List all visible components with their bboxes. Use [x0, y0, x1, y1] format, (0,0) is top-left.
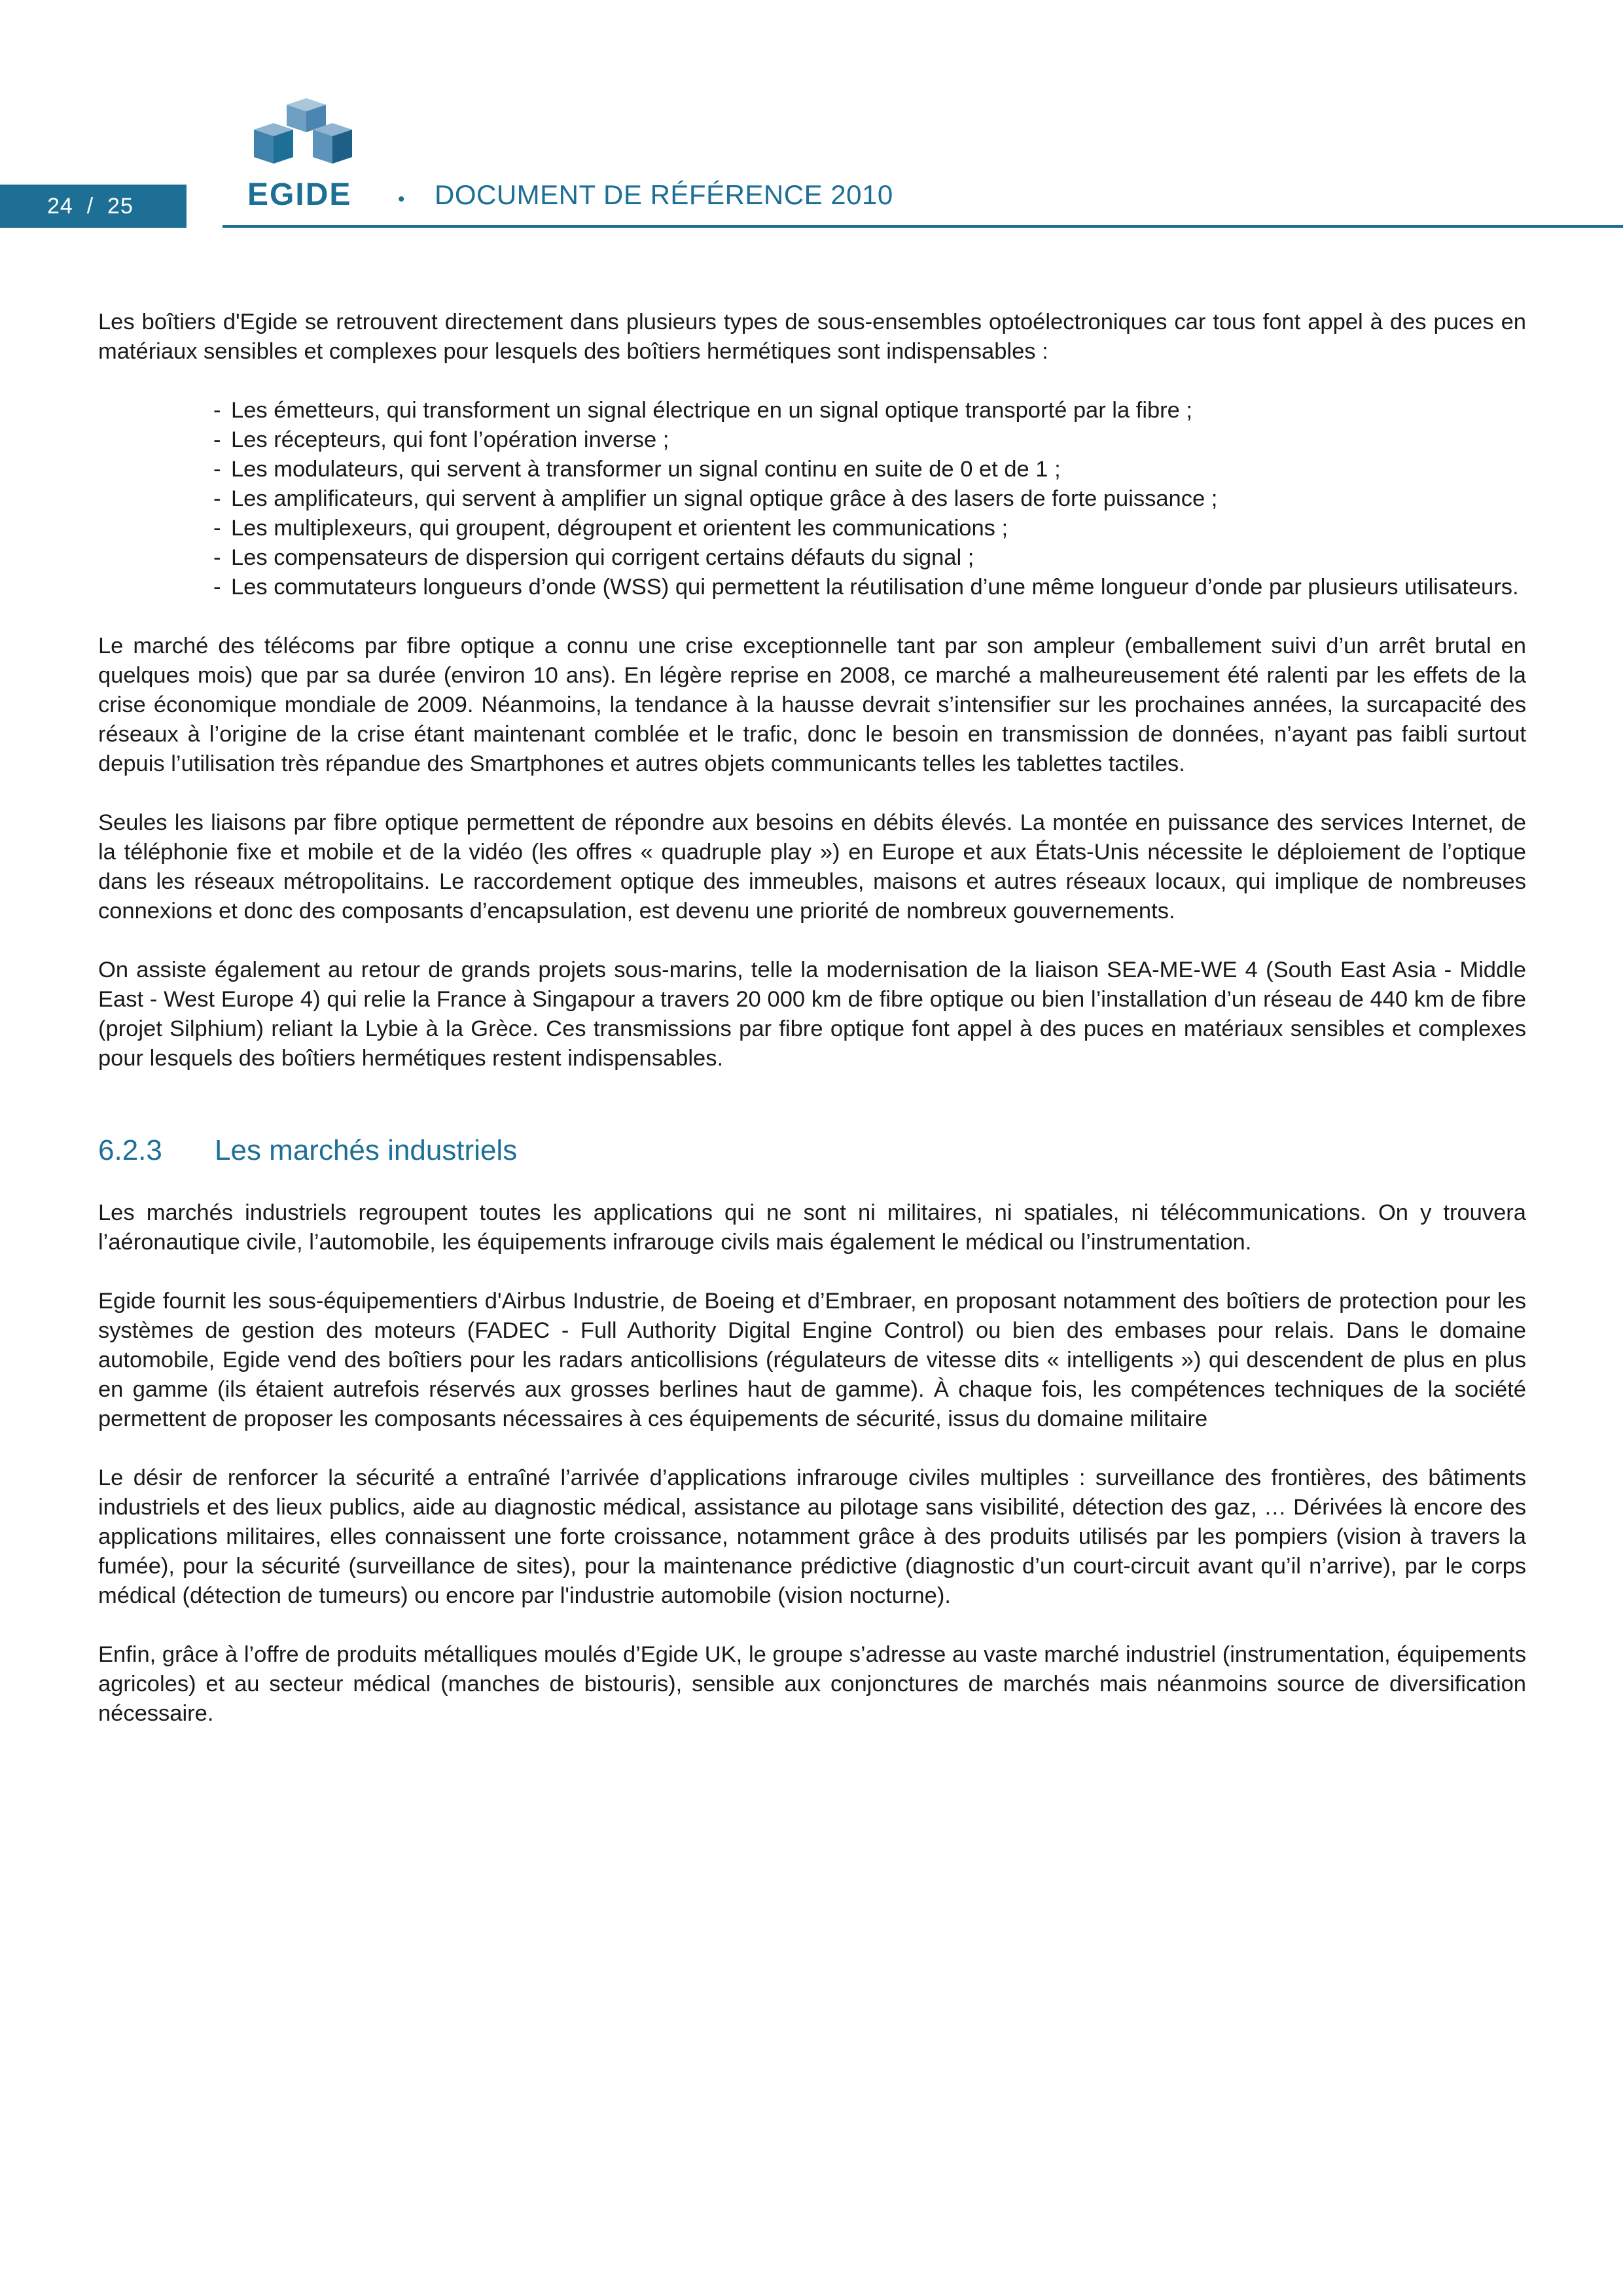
- list-item: - Les modulateurs, qui servent à transformer un signal continu en suite de 0 et de 1 ;: [213, 455, 1526, 484]
- industrial-intro-paragraph: Les marchés industriels regroupent toutes les applications qui ne sont ni militaires, ni spatiales, ni télécommunications. On y trouvera l’aéronautique civile, l’automobile, les équipements infrarouge civils mais également le médical ou l’instrumentation.: [98, 1200, 1526, 1255]
- fibre-links-paragraph: Seules les liaisons par fibre optique permettent de répondre aux besoins en débits élevés. La montée en puissance des services Internet, de la téléphonie fixe et mobile et de la vidéo (les offres « quadruple play ») en Europe et aux États-Unis nécessite le déploiement de l’optique dans les réseaux métropolitains. Le raccordement optique des immeubles, maisons et autres réseaux locaux, qui implique de nombreuses connexions et donc des composants d’encapsulation, est devenu une priorité de nombreux gouvernements.: [98, 810, 1526, 924]
- page-indicator: 24 / 25: [0, 185, 187, 228]
- header-divider: [223, 225, 1623, 228]
- list-item: - Les récepteurs, qui font l’opération inverse ;: [213, 425, 1526, 455]
- intro-paragraph: Les boîtiers d'Egide se retrouvent directement dans plusieurs types de sous-ensembles optoélectroniques car tous font appel à des puces en matériaux sensibles et complexes pour lesquels des boîtiers hermétiques sont indispensables :: [98, 310, 1526, 364]
- document-body: [98, 308, 1526, 1729]
- header-bullet: •: [398, 188, 405, 210]
- list-item: - Les commutateurs longueurs d’onde (WSS) qui permettent la réutilisation d’une même longueur d’onde par plusieurs utilisateurs.: [213, 573, 1526, 602]
- telecom-crisis-paragraph: Le marché des télécoms par fibre optique a connu une crise exceptionnelle tant par son ampleur (emballement suivi d’un arrêt brutal en quelques mois) que par sa durée (environ 10 ans). En légère reprise en 2008, ce marché a malheureusement été ralenti par les effets de la crise économique mondiale de 2009. Néanmoins, la tendance à la hausse devrait s’intensifier sur les prochaines années, la surcapacité des réseaux à l’origine de la crise étant maintenant comblée et le trafic, donc le besoin en transmission de données, n’ayant pas faibli surtout depuis l’utilisation très répandue des Smartphones et autres objets communicants telles les tablettes tactiles.: [98, 634, 1526, 776]
- document-title: DOCUMENT DE RÉFÉRENCE 2010: [435, 179, 893, 210]
- section-heading: [98, 1132, 1526, 1169]
- section-number: 6.2.3: [98, 1134, 162, 1166]
- list-item: - Les émetteurs, qui transforment un signal électrique en un signal optique transporté par la fibre ;: [213, 396, 1526, 425]
- egide-logo-text: EGIDE: [247, 177, 352, 212]
- egide-uk-paragraph: Enfin, grâce à l’offre de produits métalliques moulés d’Egide UK, le groupe s’adresse au vaste marché industriel (instrumentation, équipements agricoles) et au secteur médical (manches de bistouris), sensible aux conjonctures de marchés mais néanmoins source de diversification nécessaire.: [98, 1642, 1526, 1726]
- infrared-paragraph: Le désir de renforcer la sécurité a entraîné l’arrivée d’applications infrarouge civiles multiples : surveillance des frontières, des bâtiments industriels et des lieux publics, aide au diagnostic médical, assistance au pilotage sans visibilité, détection des gaz, … Dérivées là encore des applications militaires, elles connaissent une forte croissance, notamment grâce à des produits utilisés par les pompiers (vision à travers la fumée), pour la sécurité (surveillance de sites), pour la maintenance prédictive (diagnostic d’un court-circuit avant qu’il n’arrive), par le corps médical (détection de tumeurs) ou encore par l'industrie automobile (vision nocturne).: [98, 1465, 1526, 1608]
- list-item: - Les multiplexeurs, qui groupent, dégroupent et orientent les communications ;: [213, 514, 1526, 543]
- component-list: [98, 396, 1526, 602]
- submarine-paragraph: On assiste également au retour de grands projets sous-marins, telle la modernisation de la liaison SEA-ME-WE 4 (South East Asia - Middle East - West Europe 4) qui relie la France à Singapour a travers 20 000 km de fibre optique ou bien l’installation d’un réseau de 440 km de fibre (projet Silphium) reliant la Lybie à la Grèce. Ces transmissions par fibre optique font appel à des puces en matériaux sensibles et complexes pour lesquels des boîtiers hermétiques restent indispensables.: [98, 958, 1526, 1071]
- section-title: Les marchés industriels: [215, 1134, 518, 1166]
- list-item: - Les amplificateurs, qui servent à amplifier un signal optique grâce à des lasers de forte puissance ;: [213, 484, 1526, 514]
- list-item: - Les compensateurs de dispersion qui corrigent certains défauts du signal ;: [213, 543, 1526, 573]
- aero-auto-paragraph: Egide fournit les sous-équipementiers d'Airbus Industrie, de Boeing et d’Embraer, en proposant notamment des boîtiers de protection pour les systèmes de gestion des moteurs (FADEC - Full Authority Digital Engine Control) ou bien des embases pour relais. Dans le domaine automobile, Egide vend des boîtiers pour les radars anticollisions (régulateurs de vitesse dits « intelligents ») qui descendent de plus en plus en gamme (ils étaient autrefois réservés aux grosses berlines haut de gamme). À chaque fois, les compétences techniques de la société permettent de proposer les composants nécessaires à ces équipements de sécurité, issus du domaine militaire: [98, 1289, 1526, 1431]
